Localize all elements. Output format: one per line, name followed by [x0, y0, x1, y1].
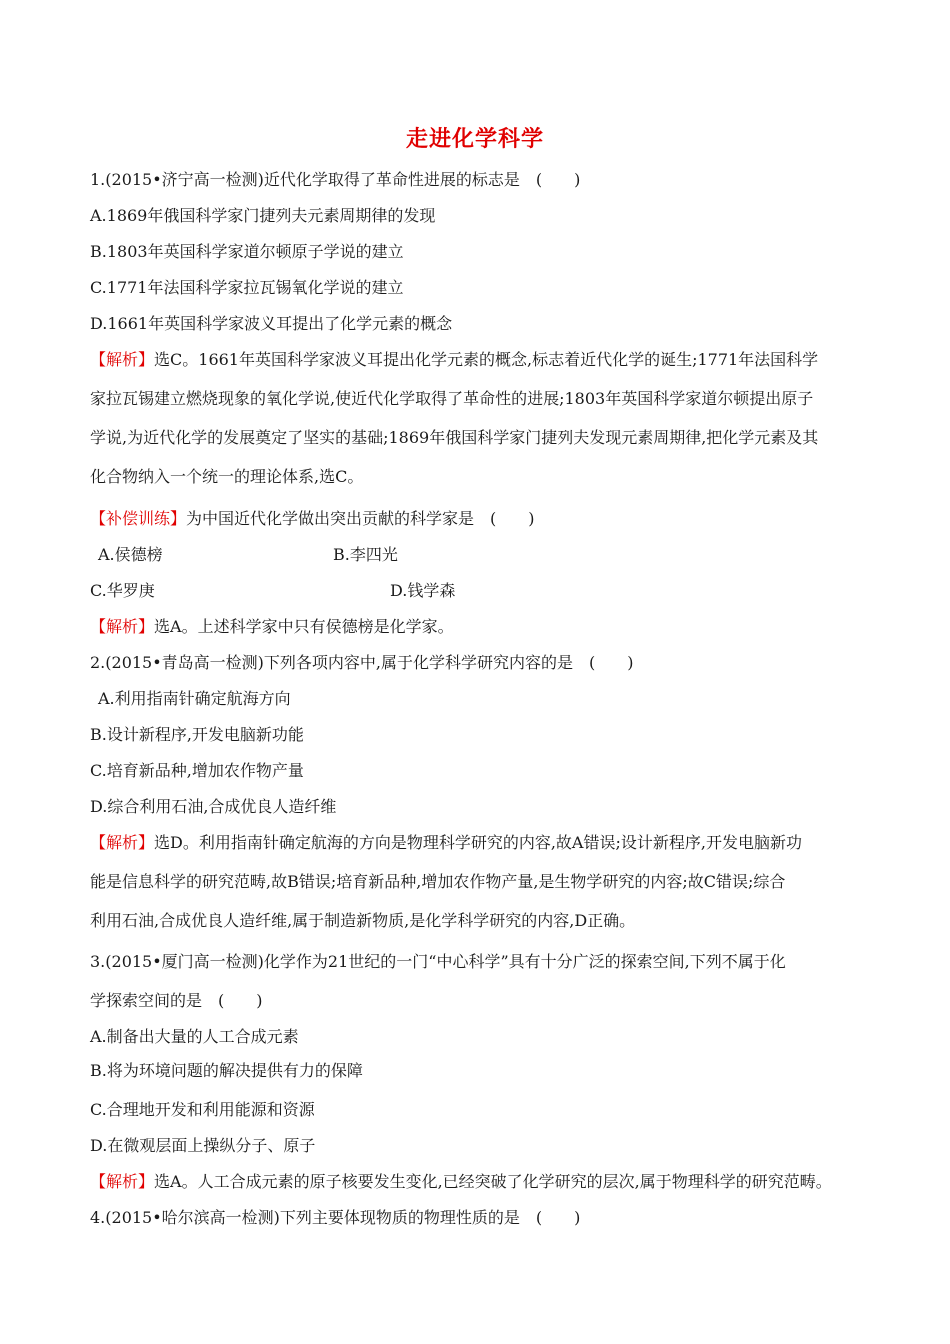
q2-analysis-line-3: 利用石油,合成优良人造纤维,属于制造新物质,是化学科学研究的内容,D正确。 [90, 911, 636, 930]
q2-option-c: C.培育新品种,增加农作物产量 [90, 761, 304, 780]
q1-stem: 1.(2015•济宁高一检测)近代化学取得了革命性进展的标志是 ( ) [90, 170, 581, 189]
document-title: 走进化学科学 [405, 127, 544, 152]
analysis-text: 选D。利用指南针确定航海的方向是物理科学研究的内容,故A错误;设计新程序,开发电脑新功 [154, 833, 802, 852]
q2-option-a: A.利用指南针确定航海方向 [98, 689, 291, 708]
analysis-text: 选C。1661年英国科学家波义耳提出化学元素的概念,标志着近代化学的诞生;1771年法国科学 [154, 350, 819, 369]
q3-option-b: B.将为环境问题的解决提供有力的保障 [90, 1061, 363, 1080]
bc-stem: 为中国近代化学做出突出贡献的科学家是 ( ) [186, 509, 535, 528]
q4-stem: 4.(2015•哈尔滨高一检测)下列主要体现物质的物理性质的是 ( ) [90, 1208, 581, 1227]
bc-option-d: D.钱学森 [390, 581, 456, 600]
bc-option-b: B.李四光 [333, 545, 398, 564]
q1-option-c: C.1771年法国科学家拉瓦锡氧化学说的建立 [90, 278, 404, 297]
q3-stem-line-1: 3.(2015•厦门高一检测)化学作为21世纪的一门“中心科学”具有十分广泛的探索空间,下列不属于化 [90, 952, 786, 971]
q1-option-a: A.1869年俄国科学家门捷列夫元素周期律的发现 [90, 206, 436, 225]
q3-option-c: C.合理地开发和利用能源和资源 [90, 1100, 315, 1119]
bc-options-ab [98, 545, 888, 565]
bc-options-cd [90, 581, 880, 601]
analysis-tag: 【解析】 [90, 1172, 155, 1191]
q3-stem-line-2: 学探索空间的是 ( ) [90, 991, 263, 1010]
q1-analysis-line-4: 化合物纳入一个统一的理论体系,选C。 [90, 467, 364, 486]
q2-analysis-line-2: 能是信息科学的研究范畴,故B错误;培育新品种,增加农作物产量,是生物学研究的内容;故C错误;综合 [90, 872, 786, 891]
q1-analysis-line-1 [90, 350, 880, 370]
q3-analysis-line [90, 1172, 880, 1192]
q2-stem: 2.(2015•青岛高一检测)下列各项内容中,属于化学科学研究内容的是 ( ) [90, 653, 634, 672]
q1-option-b: B.1803年英国科学家道尔顿原子学说的建立 [90, 242, 404, 261]
q3-option-d: D.在微观层面上操纵分子、原子 [90, 1136, 316, 1155]
bc-tag: 【补偿训练】 [90, 509, 187, 528]
q1-analysis-line-2: 家拉瓦锡建立燃烧现象的氧化学说,使近代化学取得了革命性的进展;1803年英国科学家道尔顿提出原子 [90, 389, 814, 408]
analysis-tag: 【解析】 [90, 617, 155, 636]
q2-analysis-line-1 [90, 833, 880, 853]
analysis-text: 选A。人工合成元素的原子核要发生变化,已经突破了化学研究的层次,属于物理科学的研究范畴。 [154, 1172, 832, 1191]
q3-option-a: A.制备出大量的人工合成元素 [90, 1027, 299, 1046]
bc-option-a: A.侯德榜 [98, 545, 163, 564]
q1-option-d: D.1661年英国科学家波义耳提出了化学元素的概念 [90, 314, 453, 333]
bc-analysis-line [90, 617, 880, 637]
analysis-tag: 【解析】 [90, 350, 155, 369]
bc-stem-line [90, 509, 880, 529]
q2-option-b: B.设计新程序,开发电脑新功能 [90, 725, 304, 744]
q1-analysis-line-3: 学说,为近代化学的发展奠定了坚实的基础;1869年俄国科学家门捷列夫发现元素周期律,把化学元素及其 [90, 428, 819, 447]
bc-option-c: C.华罗庚 [90, 581, 155, 600]
q2-option-d: D.综合利用石油,合成优良人造纤维 [90, 797, 337, 816]
analysis-tag: 【解析】 [90, 833, 155, 852]
analysis-text: 选A。上述科学家中只有侯德榜是化学家。 [154, 617, 454, 636]
